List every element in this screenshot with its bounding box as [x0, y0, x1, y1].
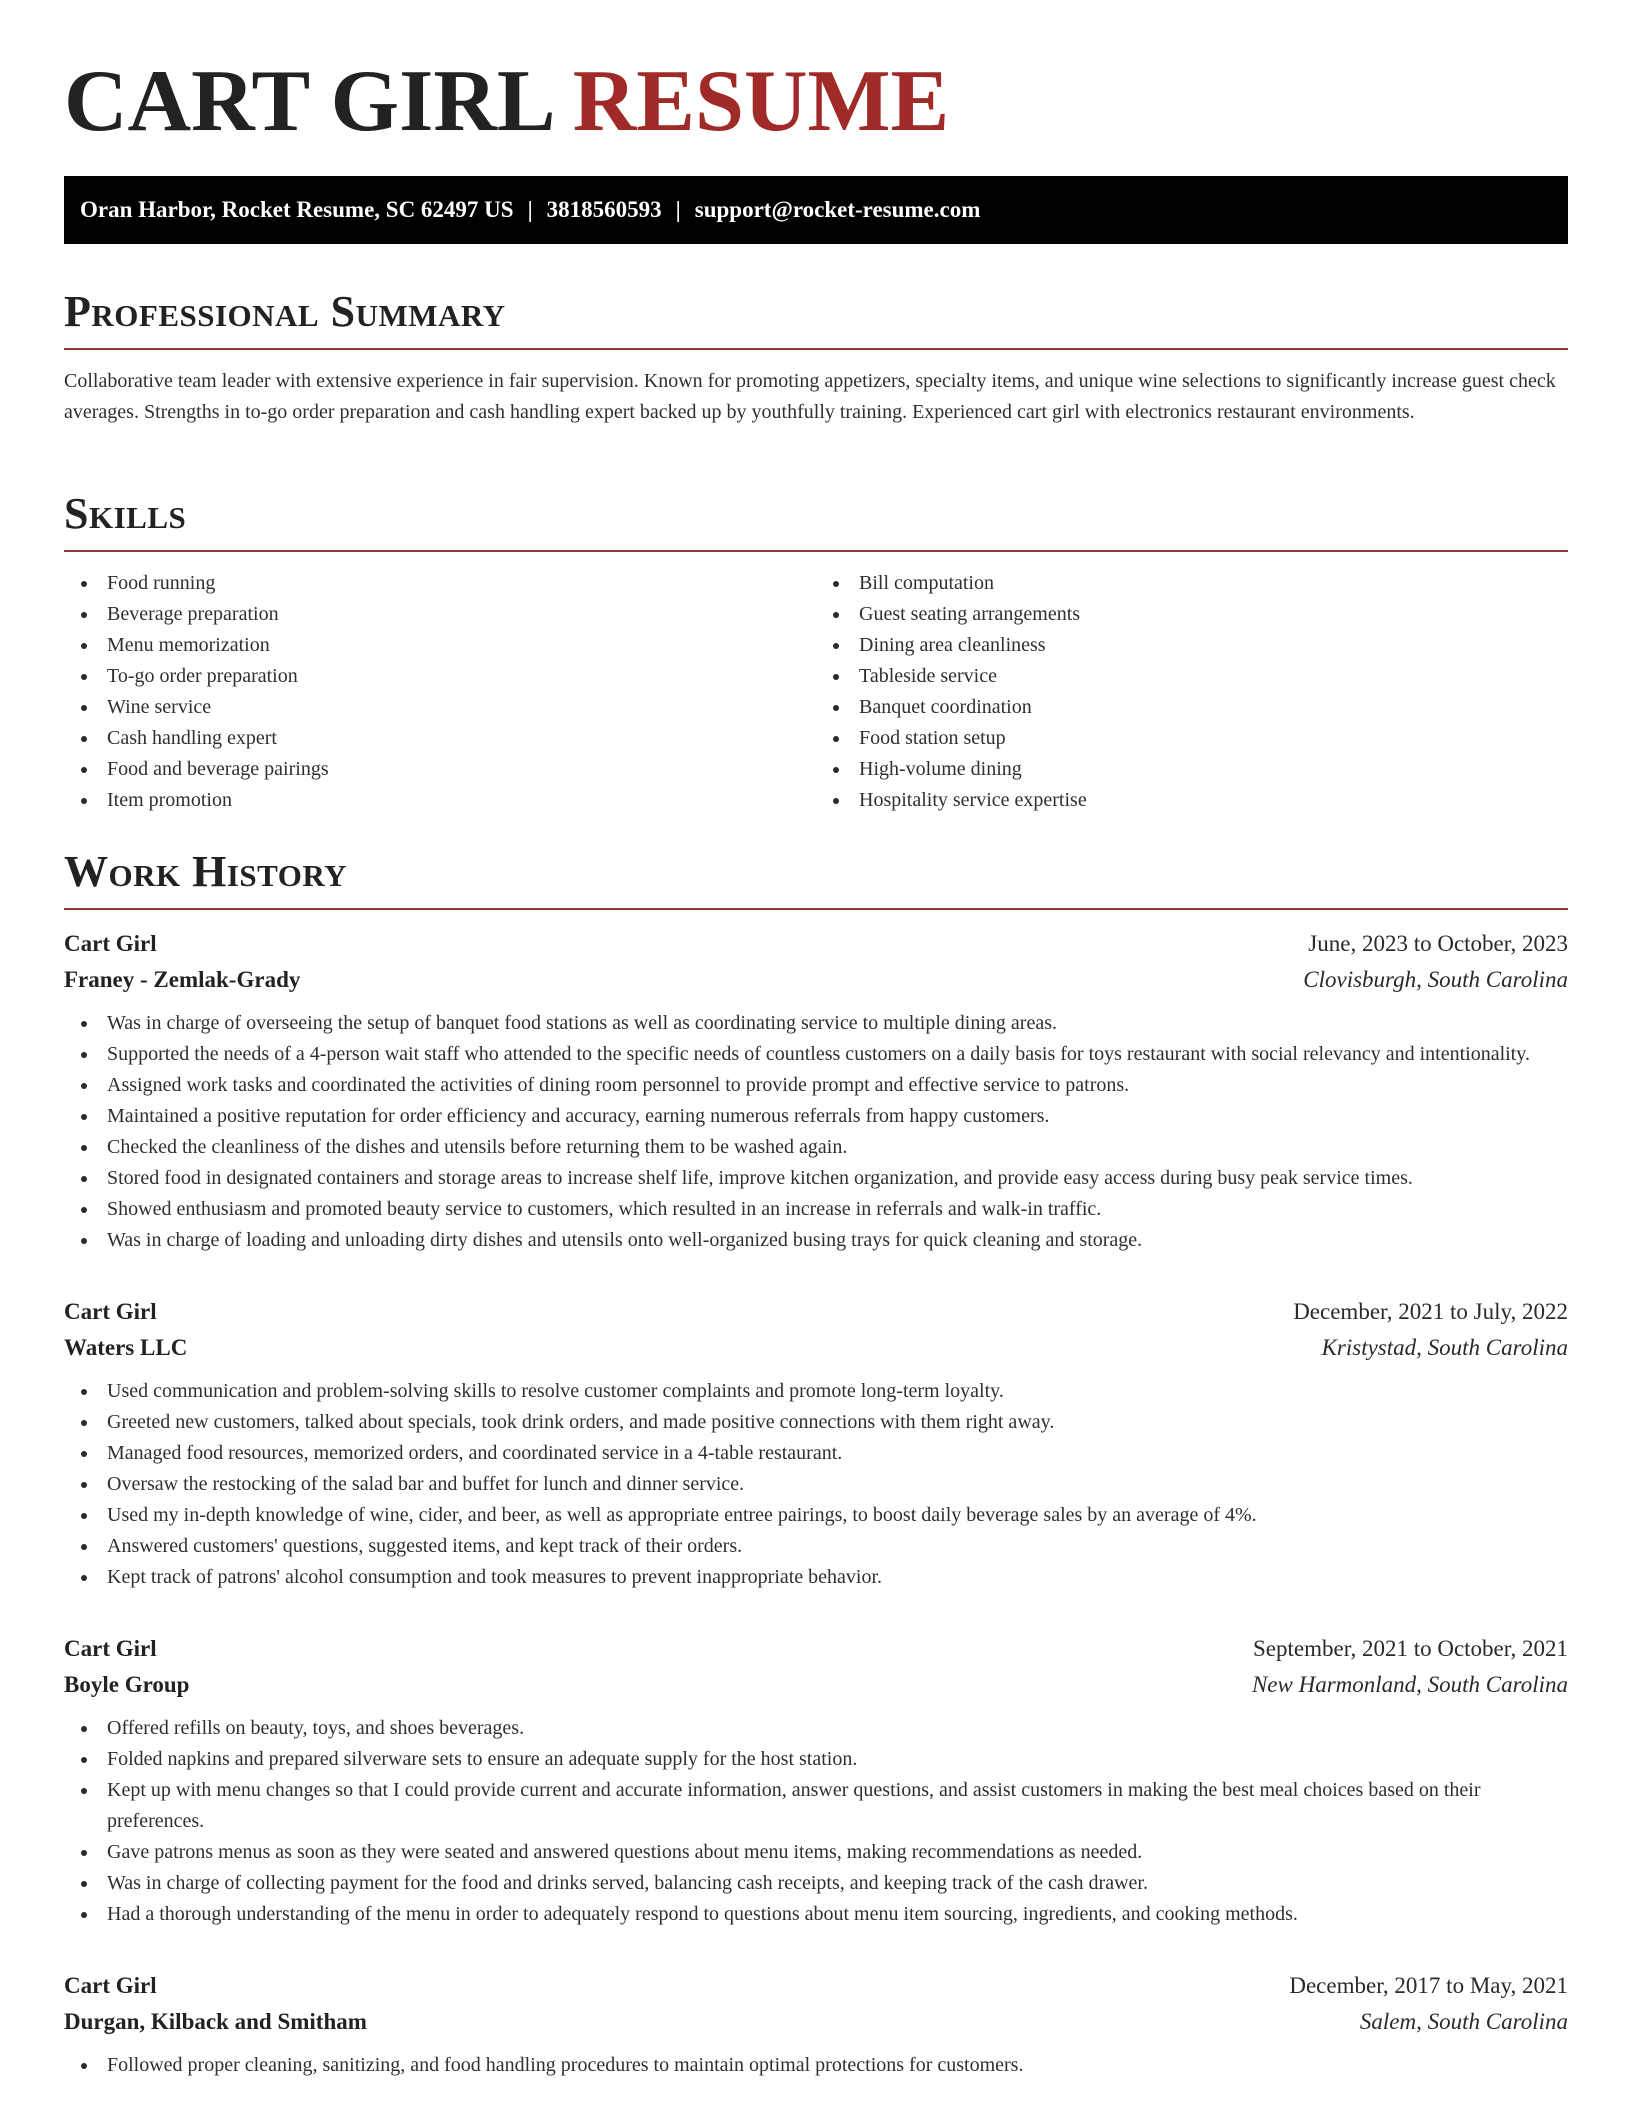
resume-title	[64, 0, 1568, 152]
skill-item: Tableside service	[859, 661, 1568, 692]
contact-email: support@rocket-resume.com	[694, 197, 981, 222]
skill-item: Hospitality service expertise	[859, 785, 1568, 816]
job-title: Cart Girl	[64, 1299, 157, 1324]
job-duty: Kept up with menu changes so that I could provide current and accurate information, answer questions, and assist customers in making the best meal choices based on their preferences.	[107, 1775, 1568, 1837]
skill-item: Bill computation	[859, 568, 1568, 599]
section-divider	[64, 550, 1568, 552]
job-company-row	[64, 962, 1568, 998]
job-duty: Greeted new customers, talked about specials, took drink orders, and made positive connections with them right away.	[107, 1407, 1568, 1438]
title-main: CART GIRL	[64, 53, 551, 150]
job-duty: Had a thorough understanding of the menu in order to adequately respond to questions about menu item sourcing, ingredients, and cooking methods.	[107, 1899, 1568, 1930]
job-dates: December, 2021 to July, 2022	[1293, 1299, 1568, 1324]
job-entry	[64, 1968, 1568, 2081]
skill-item: Menu memorization	[107, 630, 816, 661]
job-header-row	[64, 1294, 1568, 1330]
skill-item: Dining area cleanliness	[859, 630, 1568, 661]
job-location: Kristystad, South Carolina	[1321, 1335, 1568, 1360]
skill-item: Food station setup	[859, 723, 1568, 754]
job-dates: December, 2017 to May, 2021	[1289, 1973, 1568, 1998]
job-duty: Showed enthusiasm and promoted beauty service to customers, which resulted in an increase in referrals and walk-in traffic.	[107, 1194, 1568, 1225]
skill-item: Food running	[107, 568, 816, 599]
job-location: Clovisburgh, South Carolina	[1303, 967, 1568, 992]
skills-section	[64, 488, 1568, 816]
job-duty: Assigned work tasks and coordinated the activities of dining room personnel to provide prompt and effective service to patrons.	[107, 1070, 1568, 1101]
contact-bar	[64, 176, 1568, 244]
job-title: Cart Girl	[64, 931, 157, 956]
job-company: Durgan, Kilback and Smitham	[64, 2009, 367, 2034]
job-duty: Gave patrons menus as soon as they were seated and answered questions about menu items, making recommendations as needed.	[107, 1837, 1568, 1868]
job-entry	[64, 1631, 1568, 1930]
job-spacer	[64, 1256, 1568, 1294]
job-header-row	[64, 1968, 1568, 2004]
job-company: Boyle Group	[64, 1672, 190, 1697]
job-duty: Stored food in designated containers and storage areas to increase shelf life, improve kitchen organization, and provide easy access during busy peak service times.	[107, 1163, 1568, 1194]
job-company: Waters LLC	[64, 1335, 188, 1360]
job-duty: Offered refills on beauty, toys, and shoes beverages.	[107, 1713, 1568, 1744]
skill-item: To-go order preparation	[107, 661, 816, 692]
job-entry	[64, 1294, 1568, 1593]
job-duty: Checked the cleanliness of the dishes and utensils before returning them to be washed again.	[107, 1132, 1568, 1163]
contact-separator: |	[527, 197, 533, 222]
job-duty: Used communication and problem-solving skills to resolve customer complaints and promote long-term loyalty.	[107, 1376, 1568, 1407]
job-title: Cart Girl	[64, 1636, 157, 1661]
job-company-row	[64, 1667, 1568, 1703]
skills-list-left	[64, 568, 816, 816]
job-duty: Oversaw the restocking of the salad bar and buffet for lunch and dinner service.	[107, 1469, 1568, 1500]
skill-item: Food and beverage pairings	[107, 754, 816, 785]
job-duty: Kept track of patrons' alcohol consumption and took measures to prevent inappropriate behavior.	[107, 1562, 1568, 1593]
skill-item: Beverage preparation	[107, 599, 816, 630]
job-company-row	[64, 1330, 1568, 1366]
job-dates: June, 2023 to October, 2023	[1308, 931, 1568, 956]
job-title: Cart Girl	[64, 1973, 157, 1998]
job-duties-list	[64, 2050, 1568, 2081]
job-company: Franey - Zemlak-Grady	[64, 967, 301, 992]
section-heading-work: Work History	[64, 847, 348, 896]
section-heading-skills: Skills	[64, 489, 187, 538]
work-history-section	[64, 846, 1568, 2081]
skill-item: Guest seating arrangements	[859, 599, 1568, 630]
job-duties-list	[64, 1713, 1568, 1930]
skill-item: Item promotion	[107, 785, 816, 816]
summary-section	[64, 286, 1568, 428]
job-duties-list	[64, 1008, 1568, 1256]
job-duty: Was in charge of loading and unloading dirty dishes and utensils onto well-organized busing trays for quick cleaning and storage.	[107, 1225, 1568, 1256]
job-duty: Followed proper cleaning, sanitizing, and food handling procedures to maintain optimal protections for customers.	[107, 2050, 1568, 2081]
skill-item: Wine service	[107, 692, 816, 723]
job-company-row	[64, 2004, 1568, 2040]
skills-columns	[64, 568, 1568, 816]
job-duties-list	[64, 1376, 1568, 1593]
summary-text: Collaborative team leader with extensive experience in fair supervision. Known for promoting appetizers, specialty items, and unique wine selections to significantly increase guest check averages. Strengths in to-go order preparation and cash handling expert backed up by youthfully training. Experienced cart girl with electronics restaurant environments.	[64, 370, 1556, 423]
job-spacer	[64, 1930, 1568, 1968]
resume-page	[64, 0, 1568, 2076]
jobs-list	[64, 926, 1568, 2081]
section-divider	[64, 908, 1568, 910]
job-duty: Was in charge of collecting payment for the food and drinks served, balancing cash receipts, and keeping track of the cash drawer.	[107, 1868, 1568, 1899]
skill-item: Banquet coordination	[859, 692, 1568, 723]
section-divider	[64, 348, 1568, 350]
job-duty: Managed food resources, memorized orders, and coordinated service in a 4-table restaurant.	[107, 1438, 1568, 1469]
skill-item: High-volume dining	[859, 754, 1568, 785]
job-location: Salem, South Carolina	[1359, 2009, 1568, 2034]
job-dates: September, 2021 to October, 2021	[1253, 1636, 1568, 1661]
skill-item: Cash handling expert	[107, 723, 816, 754]
contact-phone: 3818560593	[546, 197, 662, 222]
job-spacer	[64, 1593, 1568, 1631]
job-duty: Answered customers' questions, suggested items, and kept track of their orders.	[107, 1531, 1568, 1562]
contact-separator: |	[675, 197, 681, 222]
job-header-row	[64, 1631, 1568, 1667]
job-location: New Harmonland, South Carolina	[1251, 1672, 1568, 1697]
job-duty: Was in charge of overseeing the setup of banquet food stations as well as coordinating service to multiple dining areas.	[107, 1008, 1568, 1039]
skills-list-right	[816, 568, 1568, 816]
contact-address: Oran Harbor, Rocket Resume, SC 62497 US	[80, 197, 514, 222]
job-entry	[64, 926, 1568, 1256]
job-duty: Folded napkins and prepared silverware sets to ensure an adequate supply for the host station.	[107, 1744, 1568, 1775]
title-accent: RESUME	[572, 53, 950, 150]
section-heading-summary: Professional Summary	[64, 287, 506, 336]
job-duty: Maintained a positive reputation for order efficiency and accuracy, earning numerous referrals from happy customers.	[107, 1101, 1568, 1132]
job-header-row	[64, 926, 1568, 962]
job-duty: Supported the needs of a 4-person wait staff who attended to the specific needs of countless customers on a daily basis for toys restaurant with social relevancy and intentionality.	[107, 1039, 1568, 1070]
job-duty: Used my in-depth knowledge of wine, cider, and beer, as well as appropriate entree pairings, to boost daily beverage sales by an average of 4%.	[107, 1500, 1568, 1531]
